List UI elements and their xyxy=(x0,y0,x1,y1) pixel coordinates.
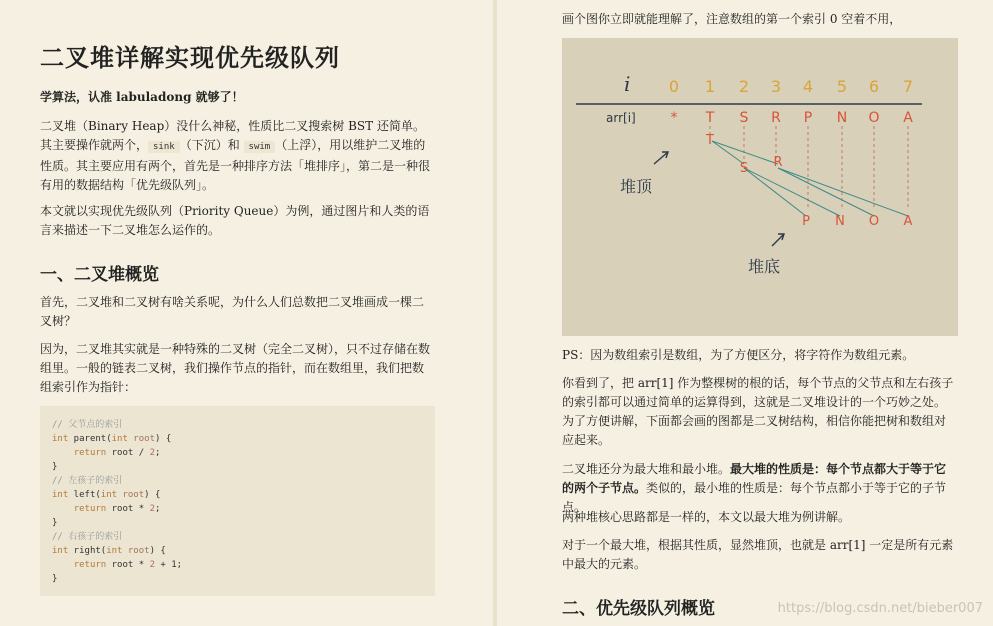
code-line: // 父节点的索引 xyxy=(52,420,123,430)
array-value-O: O xyxy=(868,110,880,126)
tree-node-S: S xyxy=(739,161,749,176)
intro-text-1: 二叉堆（Binary Heap）没什么神秘，性质比二叉搜索树 BST 还简单。其主要操作就两个， xyxy=(40,119,425,152)
tagline: 学算法，认准 labuladong 就够了！ xyxy=(40,90,244,104)
tree-node-R: R xyxy=(773,155,783,170)
code-line: // 右孩子的索引 xyxy=(52,532,123,542)
seen-paragraph: 你看到了，把 arr[1] 作为整棵树的根的话，每个节点的父节点和左右孩子的索引都可以通过简单的运算得到，这就是二叉堆设计的一个巧妙之处。为了方便讲解，下面都会画的图都是二叉树结构，相信你能把树和数组对应起来。 xyxy=(562,376,954,447)
index-4: 4 xyxy=(802,77,814,96)
top-arrow xyxy=(654,152,668,164)
section-heading-2: 二、优先级队列概览 xyxy=(562,599,715,619)
max-min-b: 类似的，最小堆的性质是：每个节点都小于等于它的子节点。 xyxy=(562,481,947,514)
arr-label: arr[i] xyxy=(606,111,636,125)
tree-node-N: N xyxy=(835,214,845,229)
index-5: 5 xyxy=(836,77,848,96)
same-paragraph: 两种堆核心思路都是一样的，本文以最大堆为例讲解。 xyxy=(562,510,851,524)
right-page xyxy=(497,0,993,626)
array-value-P: P xyxy=(803,110,813,126)
caption-top: 画个图你立即就能理解了，注意数组的第一个索引 0 空着不用， xyxy=(562,12,902,26)
swim-code: swim xyxy=(244,141,276,153)
array-value-N: N xyxy=(836,110,848,126)
max-heap-property: 最大堆的性质是：每个节点都大于等于它的两个子节点。 xyxy=(562,462,947,495)
intro-sink-cn: （下沉）和 xyxy=(179,138,240,152)
array-value-*: * xyxy=(670,110,678,126)
index-label: i xyxy=(624,72,631,96)
tree-node-P: P xyxy=(802,214,810,229)
array-value-R: R xyxy=(771,110,781,126)
index-1: 1 xyxy=(704,77,716,96)
max-min-a: 二叉堆还分为最大堆和最小堆。 xyxy=(562,462,731,476)
code-line: } xyxy=(52,574,58,584)
array-value-S: S xyxy=(739,110,749,126)
sink-code: sink xyxy=(148,141,180,153)
tree-node-T: T xyxy=(706,133,714,148)
code-line: } xyxy=(52,462,58,472)
tree-node-A: A xyxy=(903,214,913,229)
array-value-T: T xyxy=(705,110,715,126)
max-paragraph: 对于一个最大堆，根据其性质，显然堆顶，也就是 arr[1] 一定是所有元素中最大的元素。 xyxy=(562,538,954,571)
index-2: 2 xyxy=(738,77,750,96)
intro-text-2: （上浮），用以维护二叉堆的性质。其主要应用有两个，首先是一种排序方法「堆排序」，第二是一种很有用的数据结构「优先级队列」。 xyxy=(40,138,431,192)
code-line: return root * 2 + 1; xyxy=(73,560,183,570)
index-6: 6 xyxy=(868,77,880,96)
index-3: 3 xyxy=(770,77,782,96)
value-row xyxy=(671,110,914,126)
page-title: 二叉堆详解实现优先级队列 xyxy=(40,43,340,72)
code-line: int right(int root) { xyxy=(52,546,166,556)
tree-edges xyxy=(712,141,908,216)
heap-bottom-label: 堆底 xyxy=(748,257,781,276)
code-line: int parent(int root) { xyxy=(52,434,172,444)
code-line: return root / 2; xyxy=(73,448,161,458)
heap-top-label: 堆顶 xyxy=(620,177,653,196)
ps-note: PS：因为数组索引是数组，为了方便区分，将字符作为数组元素。 xyxy=(562,348,915,362)
tree-nodes xyxy=(705,133,913,229)
code-line: int left(int root) { xyxy=(52,490,161,500)
code-line: } xyxy=(52,518,58,528)
heap-array-diagram xyxy=(562,38,958,336)
left-page xyxy=(0,0,493,626)
index-row xyxy=(669,77,913,96)
code-line: // 左孩子的索引 xyxy=(52,476,123,486)
intro-paragraph-2: 本文就以实现优先级队列（Priority Queue）为例，通过图片和人类的语言来描述一下二叉堆怎么运作的。 xyxy=(40,204,430,237)
heap-array-svg xyxy=(562,38,958,336)
code-line: return root * 2; xyxy=(73,504,161,514)
watermark: https://blog.csdn.net/bieber007 xyxy=(777,601,983,616)
index-0: 0 xyxy=(668,77,680,96)
section-heading-1: 一、二叉堆概览 xyxy=(40,265,159,285)
array-value-A: A xyxy=(903,110,913,126)
intro-paragraph xyxy=(40,117,435,195)
code-block xyxy=(40,406,435,596)
index-7: 7 xyxy=(902,77,914,96)
first-paragraph: 首先，二叉堆和二叉树有啥关系呢，为什么人们总数把二叉堆画成一棵二叉树？ xyxy=(40,295,425,328)
tree-node-O: O xyxy=(868,214,880,229)
because-paragraph: 因为，二叉堆其实就是一种特殊的二叉树（完全二叉树），只不过存储在数组里。一般的链表二叉树，我们操作节点的指针，而在数组里，我们把数组索引作为指针： xyxy=(40,342,431,394)
